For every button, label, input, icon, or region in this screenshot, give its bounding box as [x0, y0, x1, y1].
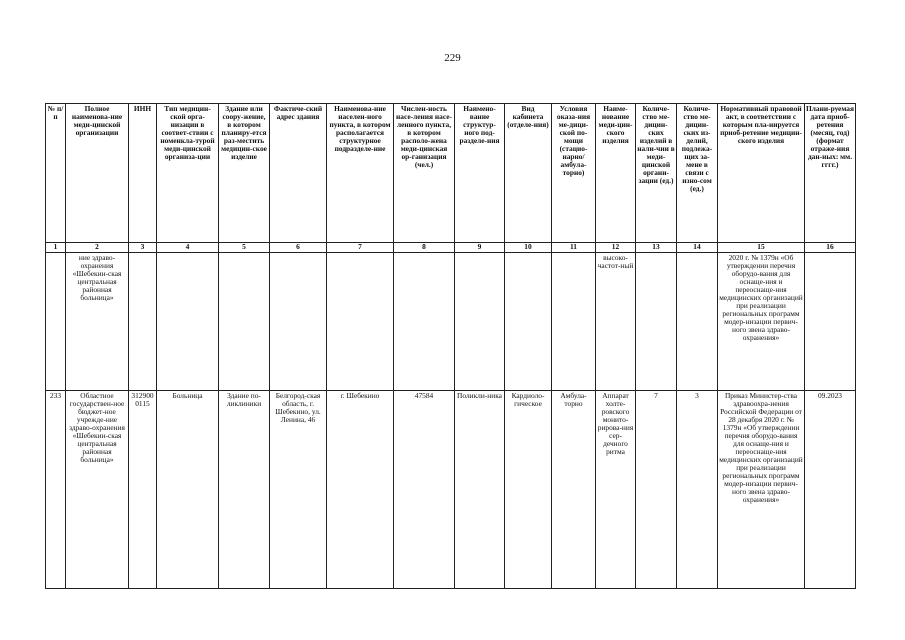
column-number: 11 — [552, 243, 596, 253]
column-number: 8 — [394, 243, 455, 253]
qty-available — [636, 253, 677, 391]
header-cell: ИНН — [129, 104, 157, 243]
locality: г. Шебекино — [327, 391, 394, 589]
medical-equipment-table — [45, 103, 856, 589]
column-number: 15 — [718, 243, 805, 253]
org-type — [157, 253, 219, 391]
inn — [129, 253, 157, 391]
org-name: Областное государствен-ное бюджет-ное учрежде-ние здраво-охранения «Шебекин-ская центральная районная больница» — [66, 391, 129, 589]
header-cell: Наимено-вание структур-ного под-разделе-ния — [455, 104, 505, 243]
header-cell: Вид кабинета (отделе-ния) — [505, 104, 552, 243]
address: Белгород-ская область, г. Шебекино, ул. Ленина, 46 — [270, 391, 327, 589]
column-number: 3 — [129, 243, 157, 253]
qty-available: 7 — [636, 391, 677, 589]
cabinet: Кардиоло-гическое — [505, 391, 552, 589]
conditions — [552, 253, 596, 391]
header-cell: Количе-ство ме-дицин-ских изделий в нали-чии в меди-цинской органи-зации (ед.) — [636, 104, 677, 243]
device-name: Аппарат холте-ровского монито-рирова-ния сер-дечного ритма — [596, 391, 636, 589]
header-cell: Тип медицин-ской орга-низации в соответ-ствии с номенкла-турой меди-цинской организа-ции — [157, 104, 219, 243]
column-number: 6 — [270, 243, 327, 253]
header-cell: Нормативный правовой акт, в соответствии с которым пла-нируется приоб-ретение медицин-ского изделия — [718, 104, 805, 243]
column-number: 16 — [805, 243, 856, 253]
population — [394, 253, 455, 391]
legal-act: Приказ Министер-ства здравоохра-нения Российской Федерации от 28 декабря 2020 г. № 1379н «Об утверждении перечня оборудо-вания для оснаще-ния и переоснаще-ния медицинских организаций при реализации региональных программ модер-низации первич-ного звена здраво-охранения» — [718, 391, 805, 589]
purchase-date: 09.2023 — [805, 391, 856, 589]
column-number: 12 — [596, 243, 636, 253]
column-number: 9 — [455, 243, 505, 253]
legal-act: 2020 г. № 1379н «Об утверждении перечня оборудо-вания для оснаще-ния и переоснаще-ния медицинских организаций при реализации региональных программ модер-низации первич-ного звена здраво-охранения» — [718, 253, 805, 391]
header-cell: Количе-ство ме-дицин-ских из-делий, подлежа-щих за-мене в связи с изно-сом (ед.) — [677, 104, 718, 243]
header-cell: Здание или соору-жение, в котором планиру-ется раз-местить медицин-ское изделие — [219, 104, 270, 243]
purchase-date — [805, 253, 856, 391]
subdivision — [455, 253, 505, 391]
column-number: 5 — [219, 243, 270, 253]
header-cell: № п/п — [46, 104, 66, 243]
header-cell: Полное наименова-ние меди-цинской организации — [66, 104, 129, 243]
header-row — [46, 104, 856, 243]
population: 47584 — [394, 391, 455, 589]
address — [270, 253, 327, 391]
header-cell: Числен-ность насе-ления насе-ленного пункта, в котором располо-жена меди-цинская ор-ганизация (чел.) — [394, 104, 455, 243]
table-row — [46, 391, 856, 589]
row-number: 233 — [46, 391, 66, 589]
building — [219, 253, 270, 391]
table-row-continued — [46, 253, 856, 391]
header-cell: Плани-руемая дата приоб-ретения (месяц, год) (формат отраже-ния дан-ных: мм. гггг.) — [805, 104, 856, 243]
org-type: Больница — [157, 391, 219, 589]
header-cell: Наименова-ние населен-ного пункта, в котором располагается структурное подразделе-ние — [327, 104, 394, 243]
column-number: 2 — [66, 243, 129, 253]
device-name: высоко-частот-ный — [596, 253, 636, 391]
header-cell: Наиме-нование меди-цин-ского изделия — [596, 104, 636, 243]
header-cell: Условия оказа-ния ме-дици-ской по-мощи (стацио-нарно/ амбула-торно) — [552, 104, 596, 243]
inn: 312900 0115 — [129, 391, 157, 589]
building: Здание по-ликлиники — [219, 391, 270, 589]
column-number: 7 — [327, 243, 394, 253]
page-number: 229 — [444, 52, 461, 64]
qty-replace: 3 — [677, 391, 718, 589]
column-number: 10 — [505, 243, 552, 253]
subdivision: Поликли-ника — [455, 391, 505, 589]
column-number: 4 — [157, 243, 219, 253]
row-number — [46, 253, 66, 391]
column-number: 14 — [677, 243, 718, 253]
column-number: 1 — [46, 243, 66, 253]
qty-replace — [677, 253, 718, 391]
header-cell: Фактиче-ский адрес здания — [270, 104, 327, 243]
locality — [327, 253, 394, 391]
org-name: ние здраво-охранения «Шебекин-ская центральная районная больница» — [66, 253, 129, 391]
cabinet — [505, 253, 552, 391]
conditions: Амбула-торно — [552, 391, 596, 589]
column-number-row — [46, 243, 856, 253]
column-number: 13 — [636, 243, 677, 253]
